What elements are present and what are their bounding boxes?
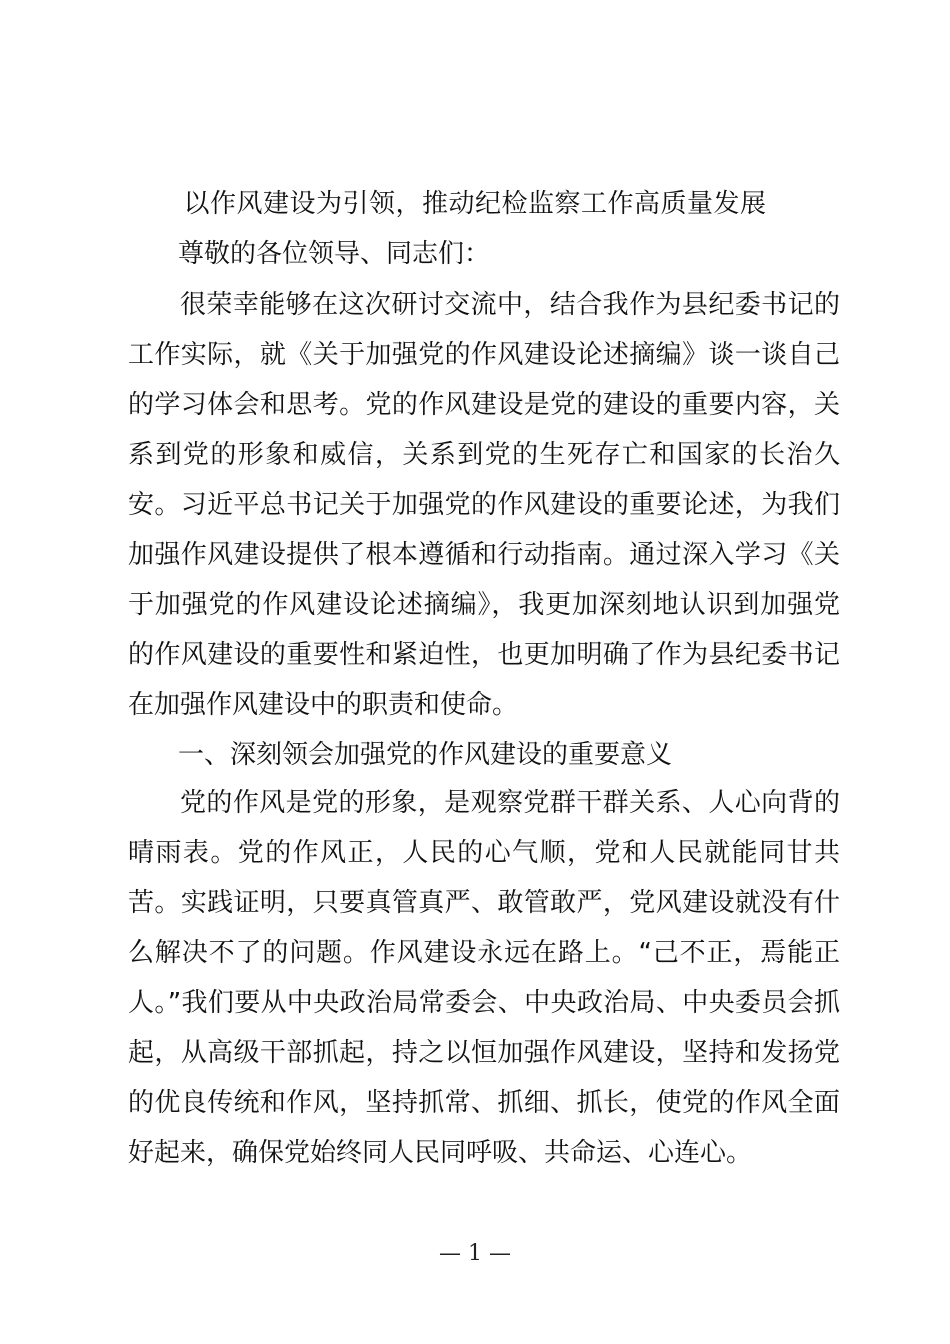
paragraph-intro: 很荣幸能够在这次研讨交流中，结合我作为县纪委书记的工作实际，就《关于加强党的作风建设论述摘编》谈一谈自己的学习体会和思考。党的作风建设是党的建设的重要内容，关系到党的形象和威信，关系到党的生死存亡和国家的长治久安。习近平总书记关于加强党的作风建设的重要论述，为我们加强作风建设提供了根本遵循和行动指南。通过深入学习《关于加强党的作风建设论述摘编》，我更加深刻地认识到加强党的作风建设的重要性和紧迫性，也更加明确了作为县纪委书记在加强作风建设中的职责和使命。 <box>128 290 840 720</box>
page-number: — 1 — <box>439 1241 511 1266</box>
document-title: 以作风建设为引领，推动纪检监察工作高质量发展 <box>183 189 767 219</box>
paragraph-section-1: 党的作风是党的形象，是观察党群干群关系、人心向背的晴雨表。党的作风正，人民的心气顺，党和人民就能同甘共苦。实践证明，只要真管真严、敢管敢严，党风建设就没有什么解决不了的问题。作风建设永远在路上。“己不正，焉能正人。”我们要从中央政治局常委会、中央政治局、中央委员会抓起，从高级干部抓起，持之以恒加强作风建设，坚持和发扬党的优良传统和作风，坚持抓常、抓细、抓长，使党的作风全面好起来，确保党始终同人民同呼吸、共命运、心连心。 <box>128 788 840 1168</box>
section-heading: 一、深刻领会加强党的作风建设的重要意义 <box>178 740 673 770</box>
salutation: 尊敬的各位领导、同志们： <box>178 239 491 269</box>
